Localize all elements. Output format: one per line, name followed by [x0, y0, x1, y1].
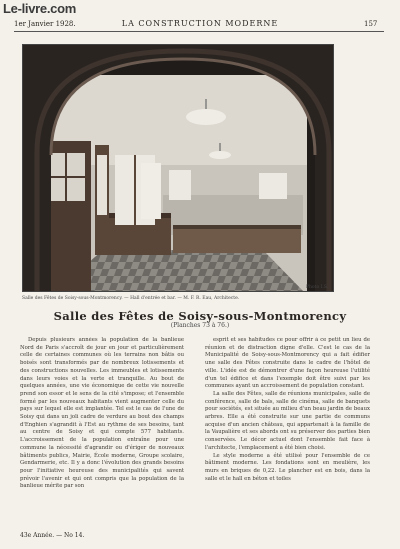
article-column-2: [205, 337, 370, 531]
hall-photograph: [22, 44, 334, 292]
photo-caption: Salle des Fêtes de Soisy-sous-Montmorency. — Hall d'entrée et bar. — M. F. R. Eau, Architecte.: [22, 296, 240, 301]
article-subtitle: (Planches 73 à 76.): [170, 322, 230, 329]
photo-credit: Photo I.S.: [306, 285, 329, 290]
issue-footer: 43e Année. — No 14.: [20, 532, 85, 539]
article-column-1: [20, 337, 184, 531]
paragraph: esprit et ses habitudes ce pour offrir à ce petit un lieu de réunion et de distraction digne d'elle. C'est le cas de la Municipalité de Soisy-sous-Montmorency qui a fait édifier une salle des Fêtes construite dans le cadre de l'hôtel de ville. L'idée est de démontrer d'une façon heureuse l'utilité d'un tel édifice et dans l'exemple doit être suivi par les communes ayant un accroissement de population constant.: [205, 337, 370, 390]
hall-interior-illustration: [23, 45, 333, 291]
paragraph: Le style moderne a été utilisé pour l'ensemble de ce bâtiment moderne. Les fondations sont en meulière, les murs en briques de 0,22. Le plancher est en bois, dans la salle et le hall en béton et toiles: [205, 452, 370, 482]
site-logo: Le-livre.com: [3, 1, 76, 16]
paragraph: La salle des Fêtes, salle de réunions municipales, salle de conférence, salle de bals, salle de cinéma, salle de banquets pour sociétés, est située au milieu d'un beau jardin de beaux arbres. Elle a été construite sur une partie de communs acquise d'un ancien château, qui appartenait à la famille de la Vaupalière et ses abords ont su préserver des parties bien conservées. Le décor actuel dont l'ensemble fait face à l'architecte, l'emplacement a été bien choisi.: [205, 390, 370, 451]
header-title: LA CONSTRUCTION MODERNE: [121, 19, 279, 28]
header-rule: [14, 31, 384, 32]
paragraph: Depuis plusieurs années la population de la banlieue Nord de Paris s'accroît de jour en jour et particulièrement celle de certaines communes où les terrains non bâtis ou boisés sont transformés par de nombreux lotissements et des constructions nouvelles. Les immeubles et lotissements dans leurs voies et la verte et tranquille. Au bout de quelques années, une vie économique de cette vie nouvelle prend son essor et le sens de la cité s'impose; et l'ensemble formé par les nouveaux habitants vient augmenter celle du pays sur lequel elle est implantée. Tel est le cas de l'une de Soisy qui dans un joli cadre de verdure au bout des champs d'Enghien s'agrandit à l'Est au rythme de ses besoins, tant au centre de Soisy et qui compte 577 habitants. L'accroissement de la population entraîne pour une commune la nécessité d'agrandir ou d'ériger de nouveaux bâtiments publics, Mairie, École moderne, Groupe scolaire, Gendarmerie, etc. Il y a donc l'évolution des grands besoins pour l'initiative heureuse des municipalités qui savent prévoir l'avenir et qui ont compris que la population de la banlieue mérite par son: [20, 337, 184, 490]
header-date: 1er Janvier 1928.: [14, 20, 76, 28]
article-title: Salle des Fêtes de Soisy-sous-Montmorency: [53, 309, 347, 323]
page-number: 157: [364, 20, 378, 28]
